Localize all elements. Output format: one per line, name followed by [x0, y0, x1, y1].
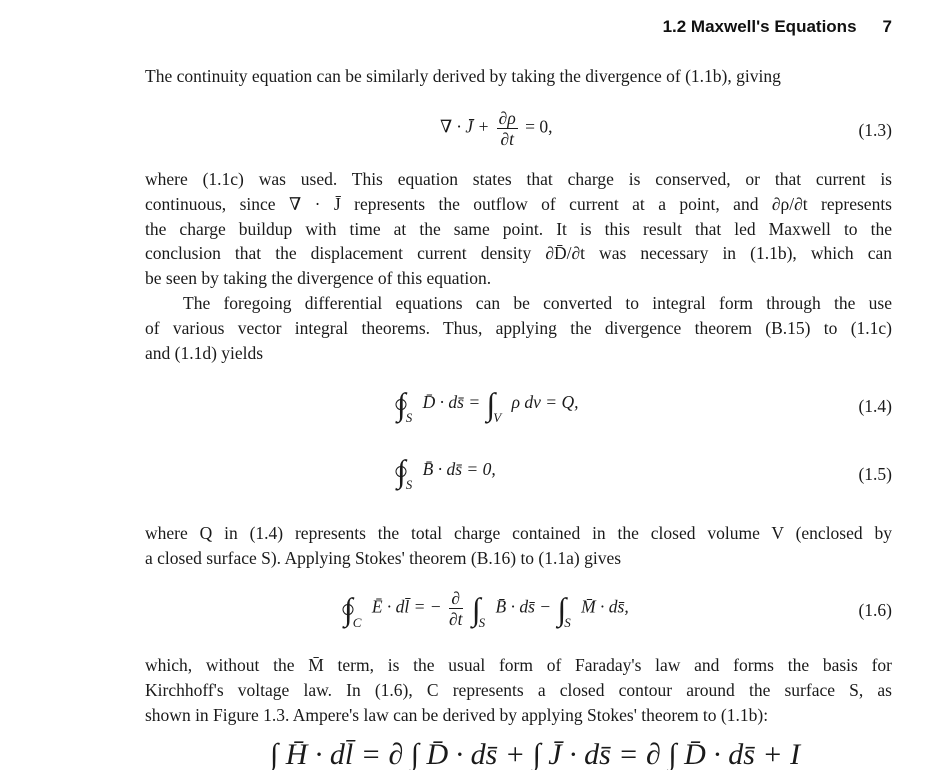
- text-line: a closed surface S). Applying Stokes' theorem (B.16) to (1.1a) gives: [145, 547, 622, 568]
- paragraph-integral-form: [145, 291, 892, 365]
- equation-1-5: [397, 453, 496, 493]
- equation-number: (1.6): [858, 600, 892, 620]
- text-line: Kirchhoff's voltage law. In (1.6), C represents a closed contour around the surface S, as: [145, 679, 892, 700]
- text-line: and (1.1d) yields: [145, 342, 264, 363]
- equation-number: (1.5): [858, 464, 892, 484]
- section-title: 1.2 Maxwell's Equations: [662, 17, 857, 36]
- page-number: 7: [882, 17, 892, 36]
- equation-1-3: [440, 108, 552, 149]
- fraction-numerator: ∂ρ: [498, 108, 516, 128]
- text-line: The continuity equation can be similarly derived by taking the divergence of (1.1b), giving: [145, 66, 781, 86]
- text-line: of various vector integral theorems. Thus, applying the divergence theorem (B.15) to (1.1c): [145, 317, 892, 338]
- integral-sign: ∫: [471, 590, 481, 627]
- equation-number: (1.3): [858, 120, 892, 140]
- closed-surface-integral-sign: ∫: [397, 453, 406, 489]
- closed-contour-integral-sign: ∫: [344, 590, 353, 627]
- closed-surface-integral-sign: ∫: [397, 386, 406, 422]
- fraction: [497, 108, 518, 149]
- text-line: be seen by taking the divergence of this equation.: [145, 268, 492, 289]
- eq-cut-text: ∫ H̄ · dl̄ = ∂ ∫ D̄ · ds̄ + ∫ J̄ · ds̄ = ∂ ∫ D̄ · ds̄ + I: [270, 740, 801, 770]
- eq-term: B̄ · ds̄ −: [495, 596, 552, 617]
- text-line: The foregoing differential equations can be converted to integral form through the use: [183, 293, 892, 313]
- equation-1-6: [344, 588, 629, 629]
- equation-number: (1.4): [858, 396, 892, 416]
- integral-subscript: S: [405, 477, 413, 493]
- text-line: where (1.1c) was used. This equation states that charge is conserved, or that current is: [145, 169, 892, 189]
- integral-subscript: S: [478, 614, 486, 630]
- integral-subscript: C: [352, 614, 362, 630]
- paragraph-faraday: [145, 653, 892, 727]
- integral-sign: ∫: [486, 386, 496, 422]
- paragraph-continuity-intro: [145, 64, 892, 89]
- eq-term: Ē · dl̄ = −: [371, 596, 442, 617]
- text-line: conclusion that the displacement current density ∂D̄/∂t was necessary in (1.1b), which can: [145, 243, 892, 264]
- integral-subscript: V: [493, 410, 502, 426]
- equation-1-4: [397, 386, 579, 426]
- paragraph-charge: [145, 521, 892, 571]
- running-header: [663, 17, 892, 37]
- text-line: the charge buildup with time at the same point. It is this result that led Maxwell to the: [145, 218, 892, 239]
- integral-subscript: S: [564, 614, 571, 630]
- eq-term: D̄ · ds̄ =: [422, 392, 481, 413]
- text-line: continuous, since ∇ · J̄ represents the outflow of current at a point, and ∂ρ/∂t represents: [145, 193, 892, 214]
- fraction: [449, 588, 463, 629]
- eq-rhs: = 0,: [525, 116, 553, 137]
- eq-lhs: ∇ · J̄ +: [440, 116, 490, 137]
- fraction-numerator: ∂: [449, 588, 463, 609]
- eq-term: ρ dv = Q,: [511, 392, 579, 413]
- integral-subscript: S: [405, 410, 413, 426]
- integral-sign: ∫: [557, 590, 567, 627]
- eq-term: B̄ · ds̄ = 0,: [422, 459, 496, 480]
- eq-term: M̄ · ds̄,: [581, 596, 629, 617]
- text-line: which, without the M̄ term, is the usual form of Faraday's law and forms the basis for: [145, 655, 892, 675]
- fraction-denominator: ∂t: [500, 129, 514, 149]
- fraction-denominator: ∂t: [448, 609, 463, 629]
- text-line: shown in Figure 1.3. Ampere's law can be derived by applying Stokes' theorem to (1.1b):: [145, 704, 769, 725]
- paragraph-conservation: [145, 167, 892, 291]
- equation-1-7-partial: [270, 740, 949, 770]
- text-line: where Q in (1.4) represents the total charge contained in the closed volume V (enclosed by: [145, 523, 892, 543]
